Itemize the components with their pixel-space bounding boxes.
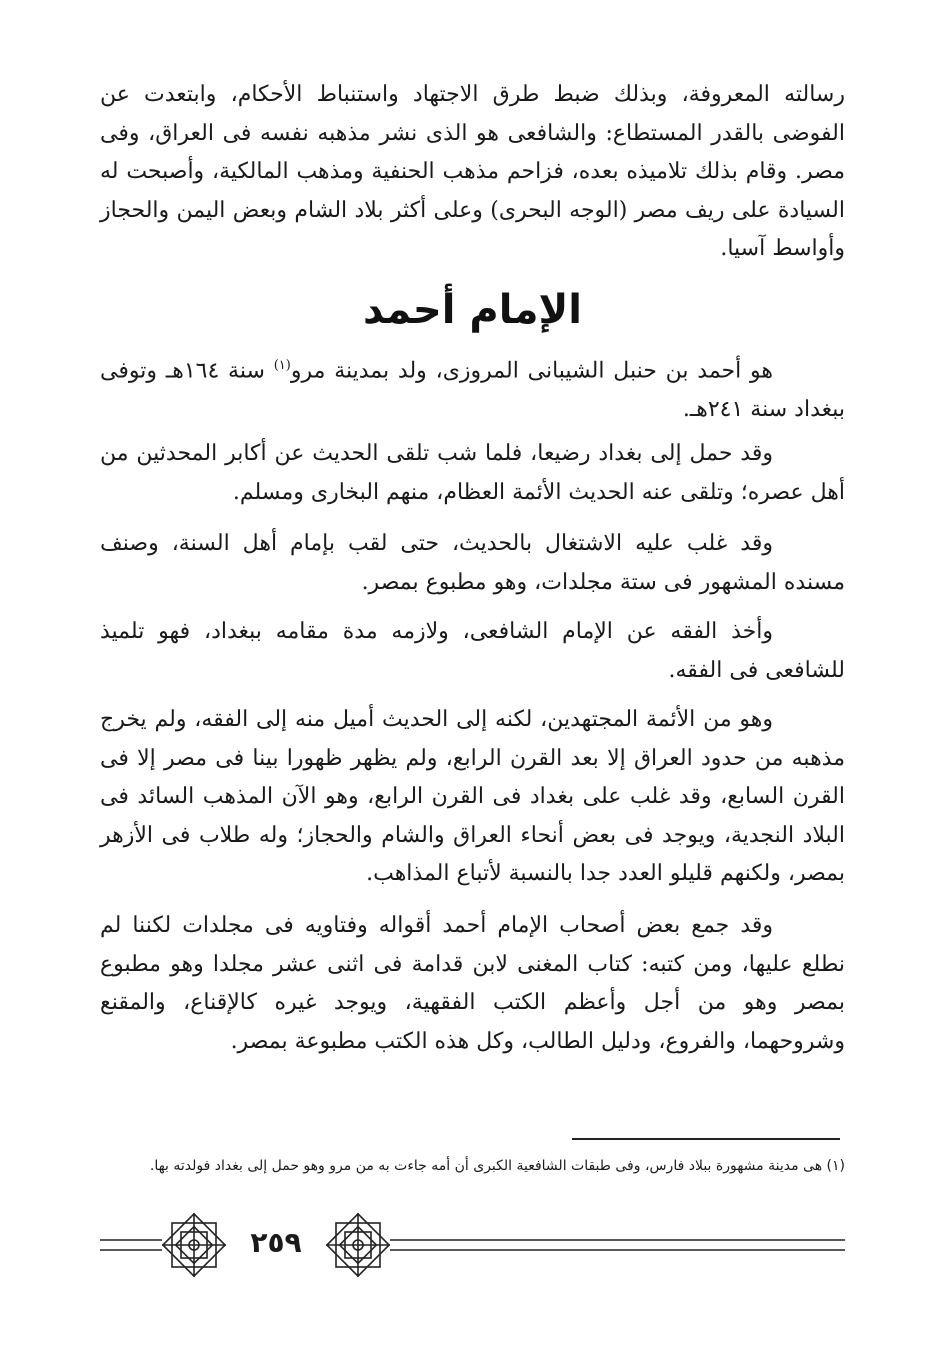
footer-rule-right: [390, 1240, 845, 1250]
intro-text-rest: سنة ١٦٤هـ وتوفى ببغداد سنة ٢٤١هـ.: [100, 358, 845, 422]
paragraph-continuation: [100, 76, 845, 269]
page-number: ٢٥٩: [250, 1226, 302, 1259]
paragraph-text: وقد غلب عليه الاشتغال بالحديث، حتى لقب بإمام أهل السنة، وصنف مسنده المشهور فى ستة مجلدات، وهو مطبوع بمصر.: [100, 531, 845, 595]
paragraph-text: وقد جمع بعض أصحاب الإمام أحمد أقواله وفتاويه فى مجلدات لكننا لم نطلع عليها، ومن كتبه: كتاب المغنى لابن قدامة فى اثنى عشر مجلدا وهو مطبوع بمصر وهو من أجل وأعظم الكتب الفقهية، ويوجد غيره كالإقناع، والمقنع وشروحهما، والفروع، ودليل الطالب، وكل هذه الكتب مطبوعة بمصر.: [100, 913, 845, 1054]
paragraph: [100, 525, 845, 602]
paragraph-text: وهو من الأئمة المجتهدين، لكنه إلى الحديث أميل منه إلى الفقه، ولم يخرج مذهبه من حدود العراق إلا بعد القرن الرابع، ولم يظهر ظهورا بينا فى مصر إلا فى القرن السابع، وقد غلب على بغداد فى القرن الرابع، وهو الآن المذهب السائد فى البلاد النجدية، ويوجد فى بعض أنحاء العراق والشام والحجاز؛ وله طلاب فى الأزهر بمصر، ولكنهم قليلو العدد جدا بالنسبة لأتباع المذاهب.: [100, 707, 845, 886]
page-footer: [100, 1210, 845, 1280]
paragraph: [100, 701, 845, 894]
paragraph-text: وقد حمل إلى بغداد رضيعا، فلما شب تلقى الحديث عن أكابر المحدثين من أهل عصره؛ وتلقى عنه الحديث الأئمة العظام، منهم البخارى ومسلم.: [100, 441, 845, 505]
section-title: الإمام أحمد: [363, 287, 582, 333]
eight-point-star-icon: [162, 1213, 226, 1277]
paragraph-text: رسالته المعروفة، وبذلك ضبط طرق الاجتهاد واستنباط الأحكام، وابتعدت عن الفوضى بالقدر المستطاع: والشافعى هو الذى نشر مذهبه نفسه فى العراق، وفى مصر. وقام بذلك تلاميذه بعده، فزاحم مذهب الحنفية ومذهب المالكية، وأصبحت له السيادة على ريف مصر (الوجه البحرى) وعلى أكثر بلاد الشام وبعض اليمن والحجاز وأواسط آسيا.: [100, 82, 845, 261]
eight-point-star-icon: [326, 1213, 390, 1277]
footer-rule-left: [100, 1240, 162, 1250]
intro-text: هو أحمد بن حنبل الشيبانى المروزى، ولد بمدينة مرو: [290, 358, 774, 384]
paragraph: [100, 907, 845, 1061]
footnote-reference[interactable]: (١): [273, 358, 291, 373]
footer-ornament: [100, 1210, 845, 1280]
footnote-divider: [572, 1138, 840, 1140]
footnote: (١) هى مدينة مشهورة ببلاد فارس، وفى طبقات الشافعية الكبرى أن أمه جاءت به من مرو وهو حمل إلى بغداد فولدته بها.: [149, 1158, 845, 1174]
paragraph: [100, 613, 845, 690]
paragraph: [100, 435, 845, 512]
paragraph-text: وأخذ الفقه عن الإمام الشافعى، ولازمه مدة مقامه ببغداد، فهو تلميذ للشافعى فى الفقه.: [100, 619, 845, 683]
paragraph-intro: [100, 347, 845, 429]
